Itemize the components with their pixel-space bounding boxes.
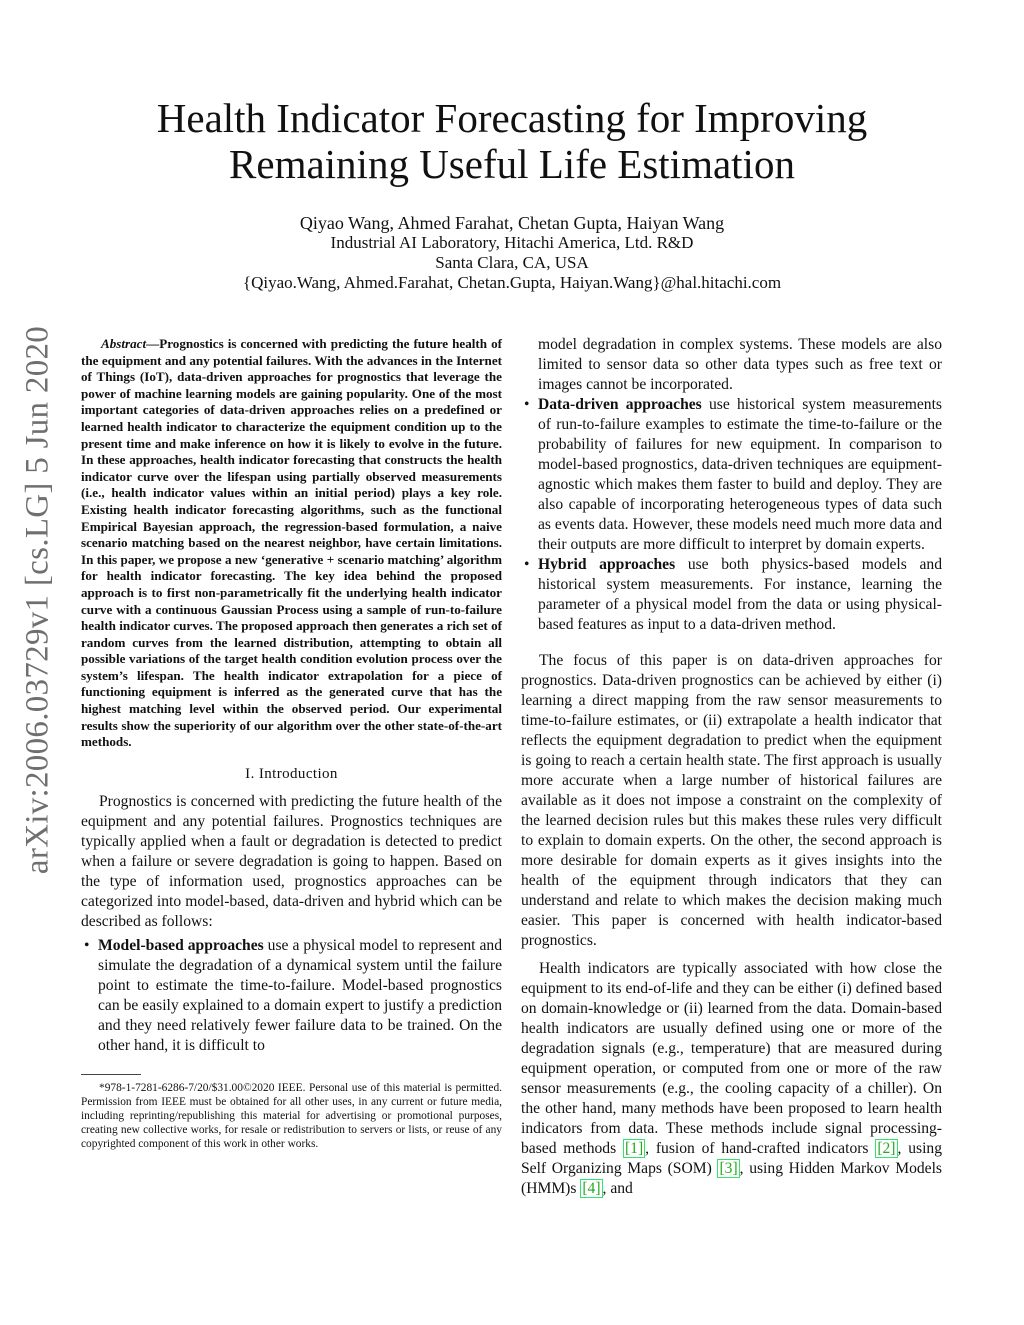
citation-link[interactable]: [4] bbox=[582, 1180, 601, 1197]
citation-link[interactable]: [2] bbox=[877, 1140, 896, 1157]
abstract-text: —Prognostics is concerned with predicting the future health of the equipment and any potential failures. With the advances in the Internet of Things (IoT), data-driven approaches for prognostics that leverage the power of machine learning models are gaining popularity. One of the most important categories of data-driven approaches relies on a predefined or learned health indicator to characterize the equipment condition up to the present time and make inference on how it is likely to evolve in the future. In these approaches, health indicator forecasting that constructs the health indicator curve over the lifespan using partially observed measurements (i.e., health indicator values within an initial period) plays a key role. Existing health indicator forecasting algorithms, such as the functional Empirical Bayesian approach, the regression-based formulation, a naive scenario matching based on the nearest neighbor, have certain limitations. In this paper, we propose a new ‘generative + scenario matching’ algorithm for health indicator forecasting. The key idea behind the proposed approach is to first non-parametrically fit the underlying health indicator curve with a continuous Gaussian Process using a sample of run-to-failure health indicator curves. The proposed approach then generates a rich set of random curves from the learned distribution, attempting to obtain all possible variations of the target health condition evolution process over the system’s lifespan. The health indicator extrapolation for a piece of functioning equipment is inferred as the generated curve that has the highest matching level within the observed period. Our experimental results show the superiority of our algorithm over the other state-of-the-art methods. bbox=[81, 336, 502, 750]
abstract-label: Abstract bbox=[101, 336, 147, 351]
paragraph-text: , and bbox=[602, 1180, 633, 1197]
footnote-divider bbox=[81, 1074, 141, 1075]
right-column bbox=[521, 335, 942, 1199]
focus-paragraph: The focus of this paper is on data-driven approaches for prognostics. Data-driven prognostics can be achieved by either (i) learning a direct mapping from the raw sensor measurements to time-to-failure estimates, or (ii) extrapolate a health indicator that reflects the equipment degradation to predict when the equipment is going to reach a certain health state. The first approach is usually more accurate when a large number of historical failures are available as it does not impose a constraint on the complexity of the learned decision rules but this makes these rules very difficult to explain to domain experts. On the other, the second approach is more desirable for domain experts as it gives insights into the health of the equipment through indicators that they can understand and relate to which makes the decision making much easier. This paper is concerned with health indicator-based prognostics. bbox=[521, 652, 942, 949]
list-item-text: use a physical model to represent and simulate the degradation of a dynamical system until the failure point to estimate the time-to-failure. Model-based prognostics can be easily explained to a domain expert to justify a prediction and they need relatively fewer failure data to be trained. On the other hand, it is difficult to bbox=[98, 936, 502, 1054]
affiliation: Industrial AI Laboratory, Hitachi America, Ltd. R&D bbox=[330, 233, 694, 252]
paper-title bbox=[0, 95, 1024, 187]
title-line-2: Remaining Useful Life Estimation bbox=[229, 141, 795, 187]
approach-list-left bbox=[81, 936, 502, 1056]
list-item-label: Hybrid approaches bbox=[538, 556, 676, 573]
list-item-continued bbox=[521, 335, 942, 395]
paragraph-text: , using Self Organizing Maps (SOM) bbox=[521, 1140, 942, 1177]
paragraph-text: , fusion of hand-crafted indicators bbox=[645, 1140, 876, 1157]
approach-list-right bbox=[521, 335, 942, 635]
arxiv-stamp-text: arXiv:2006.03729v1 [cs.LG] 5 Jun 2020 bbox=[19, 325, 56, 875]
citation-link[interactable]: [3] bbox=[719, 1160, 738, 1177]
paragraph-text: , using Hidden Markov Models (HMM)s bbox=[521, 1160, 943, 1197]
location: Santa Clara, CA, USA bbox=[435, 253, 589, 272]
author-block bbox=[0, 213, 1024, 293]
list-item-text: use historical system measurements of run-to-failure examples to estimate the time-to-failure or the probability of failures for new equipment. In comparison to model-based prognostics, data-driven techniques are equipment-agnostic which makes them faster to build and deploy. They are also capable of incorporating heterogeneous types of data such as events data. However, these models need much more data and their outputs are more difficult to interpret by domain experts. bbox=[538, 396, 942, 553]
intro-paragraph: Prognostics is concerned with predicting the future health of the equipment and any potential failures. Prognostics techniques are typically applied when a fault or degradation is detected to predict when a failure or severe degradation is going to happen. Based on the type of information used, prognostics approaches can be categorized into model-based, data-driven and hybrid which can be described as follows: bbox=[81, 792, 502, 930]
list-item-text: use both physics-based models and historical system measurements. For instance, learning the parameter of a physical model from the data or using physical-based features as input to a data-driven method. bbox=[538, 556, 942, 633]
section-heading-introduction: I. Introduction bbox=[245, 765, 338, 782]
list-item-data-driven bbox=[521, 395, 942, 555]
abstract bbox=[81, 336, 502, 751]
list-item-hybrid bbox=[521, 555, 942, 635]
left-column bbox=[81, 336, 502, 1151]
arxiv-stamp bbox=[14, 230, 62, 970]
email-list: {Qiyao.Wang, Ahmed.Farahat, Chetan.Gupta, Haiyan.Wang}@hal.hitachi.com bbox=[242, 273, 782, 292]
list-item-label: Data-driven approaches bbox=[538, 396, 702, 413]
copyright-footnote: *978-1-7281-6286-7/20/$31.00©2020 IEEE. Personal use of this material is permitted. Permission from IEEE must be obtained for all other uses, in any current or future media, including reprinting/republishing this material for advertising or promotional purposes, creating new collective works, for resale or redistribution to servers or lists, or reuse of any copyrighted component of this work in other works. bbox=[81, 1081, 502, 1150]
paragraph-text: Health indicators are typically associated with how close the equipment to its end-of-life and they can be either (i) defined based on domain-knowledge or (ii) learned from the data. Domain-based health indicators are usually defined using one or more of the degradation signals (e.g., temperature) that are measured during equipment operation, or computed from one or more of the raw sensor measurements (e.g., the cooling capacity of a chiller). On the other hand, many methods have been proposed to learn health indicators from data. These methods include signal processing-based methods bbox=[521, 960, 942, 1157]
title-line-1: Health Indicator Forecasting for Improving bbox=[156, 95, 868, 141]
list-item-label: Model-based approaches bbox=[98, 936, 264, 954]
list-item-model-based bbox=[81, 936, 502, 1056]
author-names: Qiyao Wang, Ahmed Farahat, Chetan Gupta, Haiyan Wang bbox=[299, 213, 725, 233]
citation-link[interactable]: [1] bbox=[624, 1140, 644, 1157]
health-indicator-paragraph bbox=[521, 959, 942, 1199]
list-item-text: model degradation in complex systems. These models are also limited to sensor data so other data types such as free text or images cannot be incorporated. bbox=[538, 336, 942, 393]
